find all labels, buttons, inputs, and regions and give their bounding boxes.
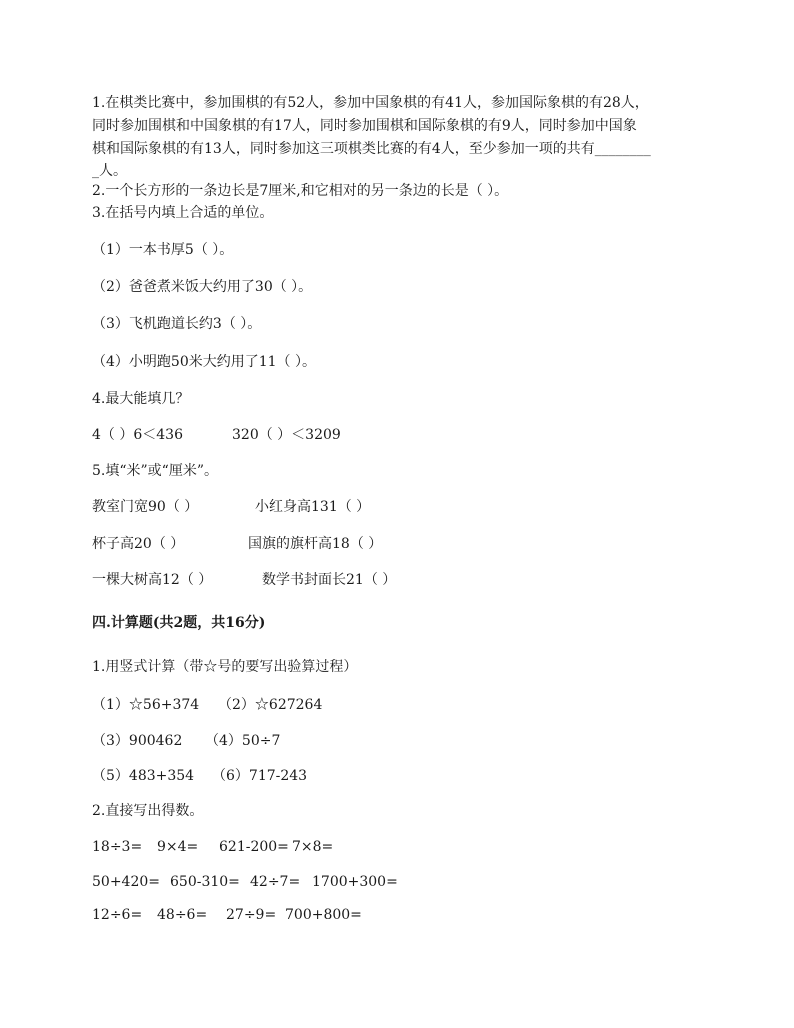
- calc1-item-4: （4）50÷7: [205, 733, 281, 749]
- calc2-cell: 48÷6=: [157, 907, 208, 923]
- calc2-cell: 27÷9=: [226, 907, 277, 923]
- q3-item-2: （2）爸爸煮米饭大约用了30（ ）。: [92, 279, 313, 295]
- q1-line4: _人。: [92, 163, 127, 179]
- q1-line3: 棋和国际象棋的有13人，同时参加这三项棋类比赛的有4人，至少参加一项的共有________: [92, 141, 651, 157]
- q3-item-3: （3）飞机跑道长约3（ ）。: [92, 316, 262, 332]
- calc2-cell: 12÷6=: [92, 907, 143, 923]
- q4-item-1: 4（ ）6＜436: [92, 427, 183, 443]
- calc1-item-6: （6）717-243: [212, 768, 308, 784]
- calc2-cell: 50+420=: [92, 874, 160, 890]
- q4-title: 4.最大能填几？: [92, 391, 190, 407]
- calc1-item-3: （3）900462: [92, 733, 183, 749]
- section4-heading: 四.计算题(共2题，共16分): [92, 615, 266, 631]
- calc2-cell: 7×8=: [292, 839, 334, 855]
- calc2-cell: 9×4=: [157, 839, 199, 855]
- q5-row1-left: 教室门宽90（ ）: [92, 499, 199, 515]
- calc2-title: 2.直接写出得数。: [92, 803, 204, 819]
- q3-title: 3.在括号内填上合适的单位。: [92, 205, 274, 221]
- q4-item-2: 320（ ）＜3209: [232, 427, 341, 443]
- q5-row2-left: 杯子高20（ ）: [92, 536, 185, 552]
- q1-line2: 同时参加围棋和中国象棋的有17人，同时参加围棋和国际象棋的有9人，同时参加中国象: [92, 118, 637, 134]
- q5-row2-right: 国旗的旗杆高18（ ）: [248, 536, 383, 552]
- calc1-item-1: （1）☆56+374: [92, 697, 200, 713]
- calc1-item-2: （2）☆627264: [218, 697, 323, 713]
- q5-row3-right: 数学书封面长21（ ）: [262, 572, 397, 588]
- q3-item-1: （1）一本书厚5（ ）。: [92, 242, 234, 258]
- q5-row3-left: 一棵大树高12（ ）: [92, 572, 213, 588]
- q5-row1-right: 小红身高131（ ）: [255, 499, 371, 515]
- calc1-item-5: （5）483+354: [92, 768, 195, 784]
- q5-title: 5.填“米”或“厘米”。: [92, 463, 218, 479]
- q1-line1: 1.在棋类比赛中，参加围棋的有52人，参加中国象棋的有41人，参加国际象棋的有28人，: [92, 95, 649, 111]
- calc2-cell: 650-310=: [170, 874, 240, 890]
- calc2-cell: 621-200=: [219, 839, 289, 855]
- calc2-cell: 18÷3=: [92, 839, 143, 855]
- calc2-cell: 42÷7=: [250, 874, 301, 890]
- q3-item-4: （4）小明跑50米大约用了11（ ）。: [92, 354, 316, 370]
- calc1-title: 1.用竖式计算（带☆号的要写出验算过程）: [92, 659, 358, 675]
- calc2-cell: 700+800=: [285, 907, 362, 923]
- q2-text: 2.一个长方形的一条边长是7厘米,和它相对的另一条边的长是（ ）。: [92, 183, 509, 199]
- calc2-cell: 1700+300=: [312, 874, 398, 890]
